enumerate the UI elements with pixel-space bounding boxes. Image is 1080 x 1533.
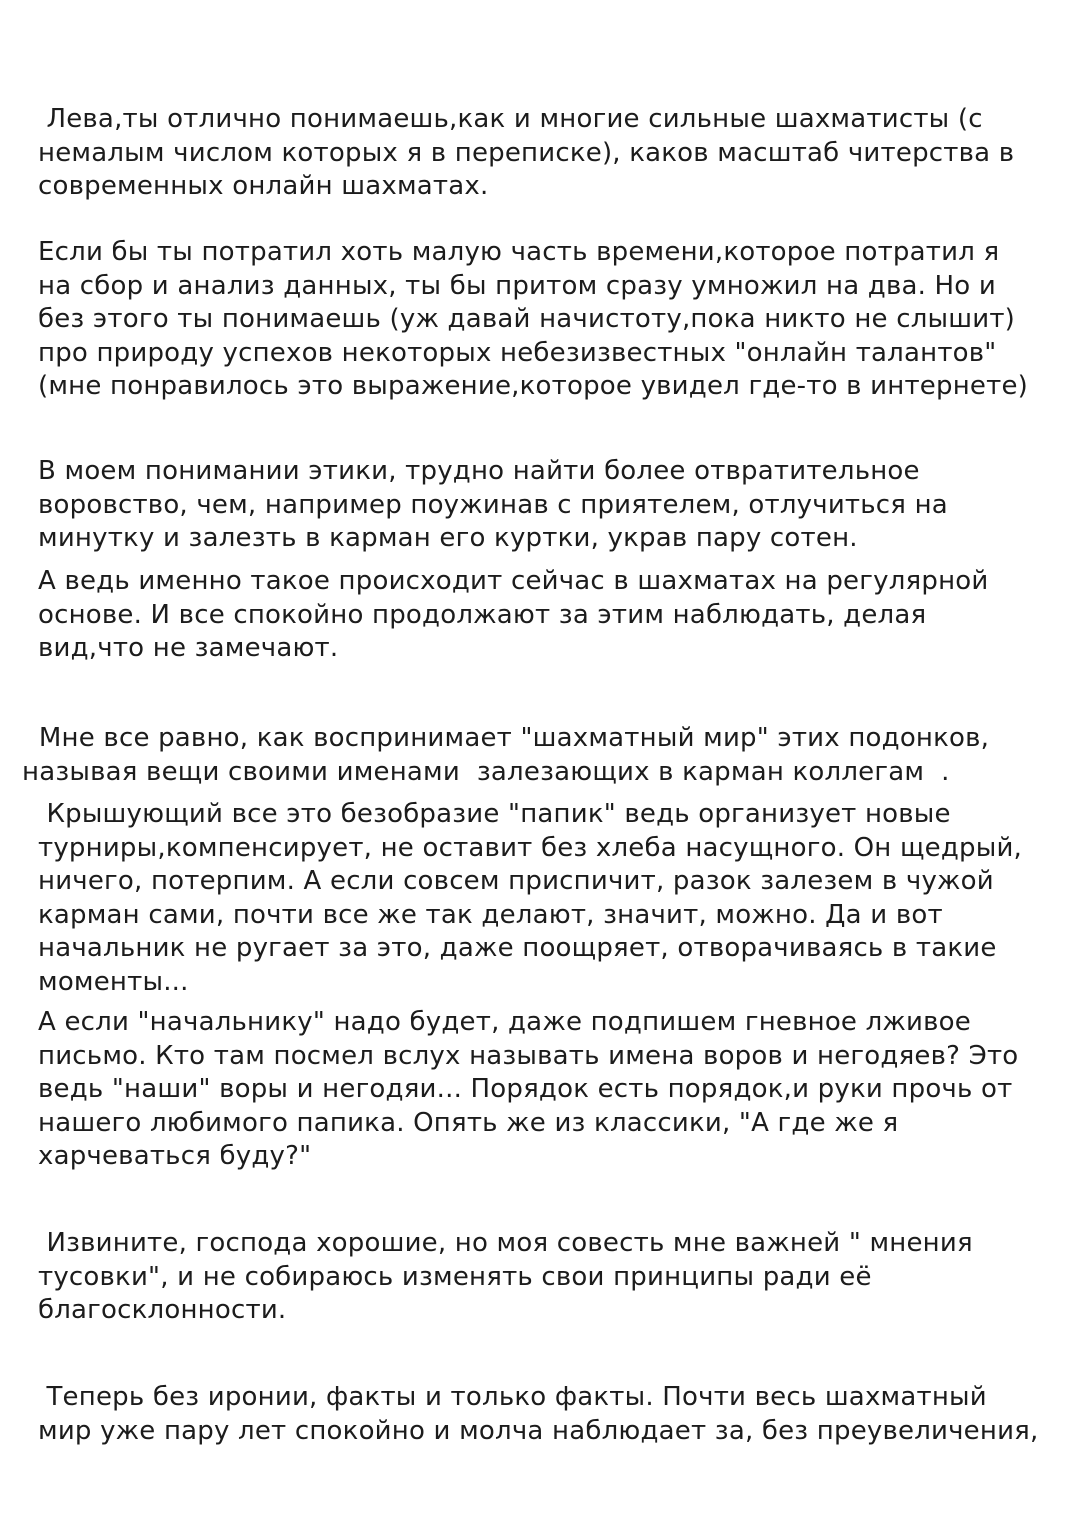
- text-line: Теперь без иронии, факты и только факты. Почти весь шахматный: [38, 1382, 987, 1412]
- paragraph-1: [38, 103, 1014, 204]
- paragraph-6: [38, 798, 1022, 999]
- text-line: немалым числом которых я в переписке), каков масштаб читерства в: [38, 137, 1015, 168]
- text-line: начальник не ругает за это, даже поощряет, отворачиваясь в такие: [38, 933, 997, 963]
- text-line: Крышующий все это безобразие "папик" ведь организует новые: [38, 799, 951, 829]
- text-line: ничего, потерпим. А если совсем приспичит, разок залезем в чужой: [38, 866, 994, 896]
- text-line: Лева,ты отлично понимаешь,как и многие сильные шахматисты (с: [38, 104, 983, 134]
- paragraph-3: [38, 455, 948, 556]
- text-line: ведь "наши" воры и негодяи... Порядок есть порядок,и руки прочь от: [38, 1074, 1013, 1104]
- paragraph-4: [38, 565, 988, 666]
- text-line: основе. И все спокойно продолжают за этим наблюдать, делая: [38, 599, 927, 630]
- paragraph-5: [22, 722, 989, 789]
- text-line: А ведь именно такое происходит сейчас в шахматах на регулярной: [38, 566, 989, 596]
- paragraph-2: [38, 236, 1028, 404]
- text-line: называя вещи своими именами залезающих в карман коллегам .: [22, 756, 950, 787]
- text-line: тусовки", и не собираюсь изменять свои принципы ради её: [38, 1261, 872, 1292]
- text-line: Мне все равно, как воспринимает "шахматный мир" этих подонков,: [22, 723, 990, 753]
- text-line: Извините, господа хорошие, но моя совесть мне важней " мнения: [38, 1228, 973, 1258]
- text-line: минутку и залезть в карман его куртки, украв пару сотен.: [38, 523, 858, 553]
- text-line: воровство, чем, например поужинав с приятелем, отлучиться на: [38, 489, 948, 520]
- text-line: мир уже пару лет спокойно и молча наблюдает за, без преувеличения,: [38, 1415, 1039, 1446]
- text-line: турниры,компенсирует, не оставит без хлеба насущного. Он щедрый,: [38, 832, 1023, 863]
- text-line: вид,что не замечают.: [38, 633, 339, 663]
- text-line: на сбор и анализ данных, ты бы притом сразу умножил на два. Но и: [38, 270, 996, 301]
- paragraph-7: [38, 1006, 1018, 1174]
- text-line: современных онлайн шахматах.: [38, 171, 489, 201]
- text-line: В моем понимании этики, трудно найти более отвратительное: [38, 456, 920, 486]
- text-line: про природу успехов некоторых небезизвестных "онлайн талантов": [38, 337, 997, 368]
- text-line: (мне понравилось это выражение,которое увидел где-то в интернете): [38, 371, 1028, 401]
- text-line: Если бы ты потратил хоть малую часть времени,которое потратил я: [38, 237, 1000, 267]
- paragraph-8: [38, 1227, 973, 1328]
- text-line: без этого ты понимаешь (уж давай начистоту,пока никто не слышит): [38, 304, 1016, 334]
- text-line: моменты...: [38, 966, 189, 997]
- text-line: благосклонности.: [38, 1295, 287, 1325]
- text-line: карман сами, почти все же так делают, значит, можно. Да и вот: [38, 899, 943, 930]
- paragraph-9: [38, 1381, 1038, 1448]
- text-line: письмо. Кто там посмел вслух называть имена воров и негодяев? Это: [38, 1040, 1019, 1071]
- text-line: нашего любимого папика. Опять же из классики, "А где же я: [38, 1107, 899, 1138]
- text-line: харчеваться буду?": [38, 1141, 312, 1171]
- text-line: А если "начальнику" надо будет, даже подпишем гневное лживое: [38, 1007, 971, 1037]
